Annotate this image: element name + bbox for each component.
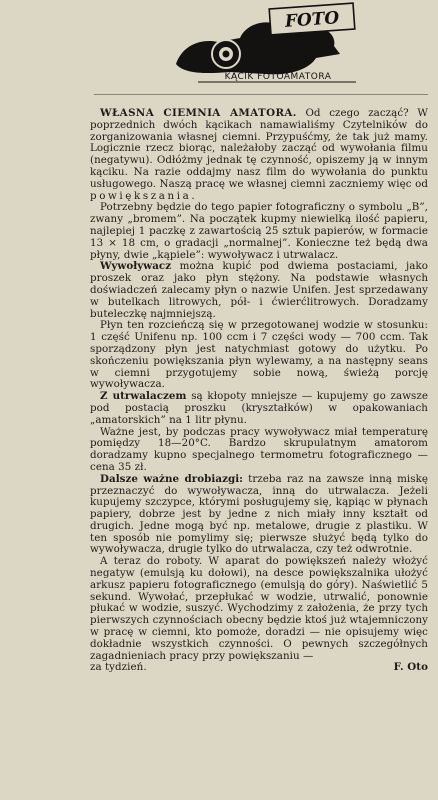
paragraph-lead: Wywoływacz: [100, 260, 172, 273]
paragraph-text: są kłopoty mniejsze — kupujemy go zawsze pod postacią proszku (kryształków) w opakowaniach „amatorskich” na 1 litr płynu.: [90, 390, 429, 426]
paragraph-text: trzeba raz na zawsze inną miskę przeznaczyć do wywoływacza, inną do utrwalacza. Jeżeli kupujemy szczypce, którymi posługujemy się, kąpiąc w płynach papiery, dobrze jest by jedne z nich miały inny kształt od drugich. Jedne mogą być np. metalowe, drugie z plastiku. W ten sposób nie pomylimy się; pierwsze służyć będą tylko do wywoływacza, drugie tylko do utrwalacza, czy też odwrotnie.: [90, 472, 429, 556]
masthead-title: FOTO: [284, 8, 340, 32]
paragraph: [90, 108, 428, 202]
paragraph: [90, 261, 428, 320]
paragraph: [90, 474, 428, 557]
masthead-subtitle: KĄCIK FOTOAMATORA: [224, 72, 332, 82]
paragraph-lead: Z utrwalaczem: [100, 390, 187, 403]
paragraph-lead: Dalsze ważne drobiazgi:: [100, 472, 244, 485]
paragraph: A teraz do roboty. W aparat do powiększeń należy włożyć negatyw (emulsją ku dołowi), na desce powiększalnika ułożyć arkusz papieru fotograficznego (emulsją do góry). Naświetlić 5 sekund. Wywołać, przepłukać w wodzie, utrwalić, ponownie płukać w wodzie, suszyć. Wychodzimy z założenia, że przy tych pierwszych czynnościach obecny będzie ktoś już wtajemniczony w pracę w ciemni, kto pomoże, doradzi — nie opisujemy więc dokładnie wszystkich czynności. O pewnych szczegółnych zagadnieniach pracy przy powiększaniu —: [90, 555, 428, 662]
paragraph: Płyn ten rozcieńczą się w przegotowanej wodzie w stosunku: 1 część Unifenu np. 100 ccm i 7 części wody — 700 ccm. Tak sporządzony płyn jest natychmiast gotowy do użytku. Po skończeniu powiększania płyn wylewamy, a na następny seans w ciemni przygotujemy sobie nową, świeżą porcję wywoływacza.: [90, 319, 428, 391]
article-body: [90, 108, 428, 674]
emphasis-spaced: powiększania.: [90, 189, 198, 202]
paragraph: Potrzebny będzie do tego papier fotograficzny o symbolu „B”, zwany „bromem”. Na początek kupmy niewielką ilość papieru, najlepiej 1 paczkę z zawartością 25 sztuk papierów, w formacie 13 × 18 cm, o gradacji „normalnej”. Konieczne też będą dwa płyny, dwie „kąpiele”: wywoływacz i utrwalacz.: [90, 201, 428, 261]
paragraph: [90, 391, 428, 426]
article-title: WŁASNA CIEMNIA AMATORA.: [100, 107, 297, 119]
author-name: F. Oto: [393, 661, 428, 674]
signature-line: [90, 662, 428, 674]
camera-logo-icon: [170, 2, 360, 88]
masthead-logo: [170, 2, 360, 88]
header-divider: [94, 94, 428, 95]
paragraph-text: można kupić pod dwiema postaciami, jako proszek oraz jako płyn stężony. Na podstawie własnych doświadczeń zalecamy płyn o nazwie Unifen. Jest sprzedawany w butelkach litrowych, pół- i ćwierćlitrowych. Doradzamy buteleczkę najmniejszą.: [90, 260, 429, 320]
closing-text: za tydzień.: [90, 661, 147, 674]
paragraph-text: Od czego zacząć? W poprzednich dwóch kącikach namawialiśmy Czytelników do zorganizowania własnej ciemni. Przypuśćmy, że tak już mamy. Logicznie rzecz biorąc, należałoby zacząć od wywołania filmu (negatywu). Odłóżmy jednak tę czynność, opiszemy ją w innym kąciku. Na razie oddajmy nasz film do wywołania do punktu usługowego. Naszą pracę we własnej ciemni zaczniemy więc od: [90, 107, 429, 190]
paragraph: Ważne jest, by podczas pracy wywoływacz miał temperaturę pomiędzy 18—20°C. Bardzo skrupulatnym amatorom doradzamy kupno specjalnego termometru fotograficznego — cena 35 zł.: [90, 425, 428, 473]
